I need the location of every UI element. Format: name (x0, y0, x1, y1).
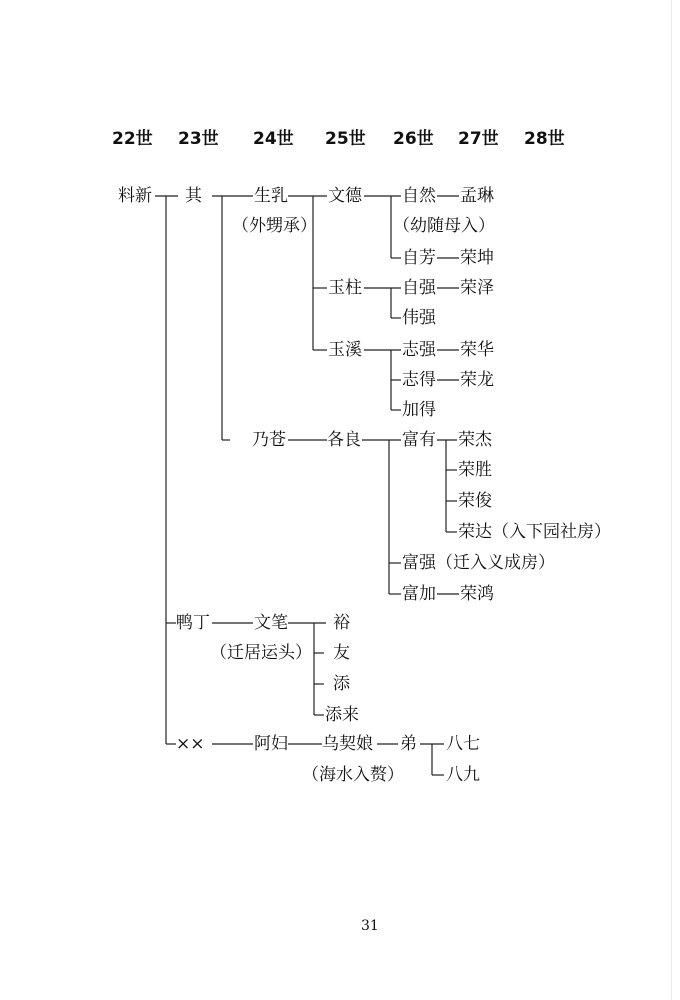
note-qianju: （迁居运头） (210, 643, 312, 663)
person-rongsheng: 荣胜 (458, 460, 492, 480)
person-rongze: 荣泽 (460, 278, 494, 298)
person-yuxi: 玉溪 (328, 340, 362, 360)
person-qi: 其 (185, 186, 202, 206)
person-wuqiniang: 乌契娘 (322, 734, 373, 754)
person-yading: 鸭丁 (176, 613, 210, 633)
person-shengru: 生乳 (254, 186, 288, 206)
page-number: 31 (361, 918, 379, 934)
person-rongda: 荣达（入下园社房） (458, 522, 611, 542)
note-haishui: （海水入赘） (302, 765, 404, 785)
generation-23: 23世 (178, 129, 219, 149)
generation-24: 24世 (253, 129, 294, 149)
person-ronghong: 荣鸿 (460, 584, 494, 604)
person-ronghua: 荣华 (460, 340, 494, 360)
person-weiqiang: 伟强 (402, 308, 436, 328)
note-waishencheng: （外甥承） (232, 216, 317, 236)
person-wenbi: 文笔 (254, 613, 288, 633)
person-fujia: 富加 (402, 584, 436, 604)
person-xx: ×× (176, 734, 205, 754)
person-di: 弟 (400, 734, 417, 754)
person-afu: 阿妇 (254, 734, 288, 754)
person-fuyou: 富有 (402, 430, 436, 450)
person-rongjun: 荣俊 (458, 491, 492, 511)
person-fuqiang: 富强（迁入义成房） (402, 553, 555, 573)
person-yu: 裕 (333, 613, 350, 633)
person-baqi: 八七 (446, 734, 480, 754)
person-ziqiang: 自强 (402, 278, 436, 298)
person-zifang: 自芳 (402, 248, 436, 268)
person-wende: 文德 (328, 186, 362, 206)
person-geliang: 各良 (327, 430, 361, 450)
person-bajiu: 八九 (446, 765, 480, 785)
person-liaoxin: 料新 (118, 186, 152, 206)
generation-22: 22世 (112, 129, 153, 149)
person-you: 友 (333, 643, 350, 663)
generation-25: 25世 (325, 129, 366, 149)
person-tian: 添 (333, 674, 350, 694)
note-youmu: （幼随母入） (393, 216, 495, 236)
person-naiyun: 乃苍 (252, 430, 286, 450)
generation-27: 27世 (458, 129, 499, 149)
person-yuzhu: 玉柱 (328, 278, 362, 298)
generation-26: 26世 (393, 129, 434, 149)
generation-28: 28世 (524, 129, 565, 149)
person-tianlai: 添来 (325, 705, 359, 725)
person-rongjie: 荣杰 (458, 430, 492, 450)
person-rongkun: 荣坤 (460, 248, 494, 268)
person-mengsai: 孟琳 (460, 186, 494, 206)
person-zhide: 志得 (402, 370, 436, 390)
person-jiade: 加得 (402, 400, 436, 420)
person-ziran: 自然 (402, 186, 436, 206)
person-ronglong: 荣龙 (460, 370, 494, 390)
person-zhiqiang: 志强 (402, 340, 436, 360)
